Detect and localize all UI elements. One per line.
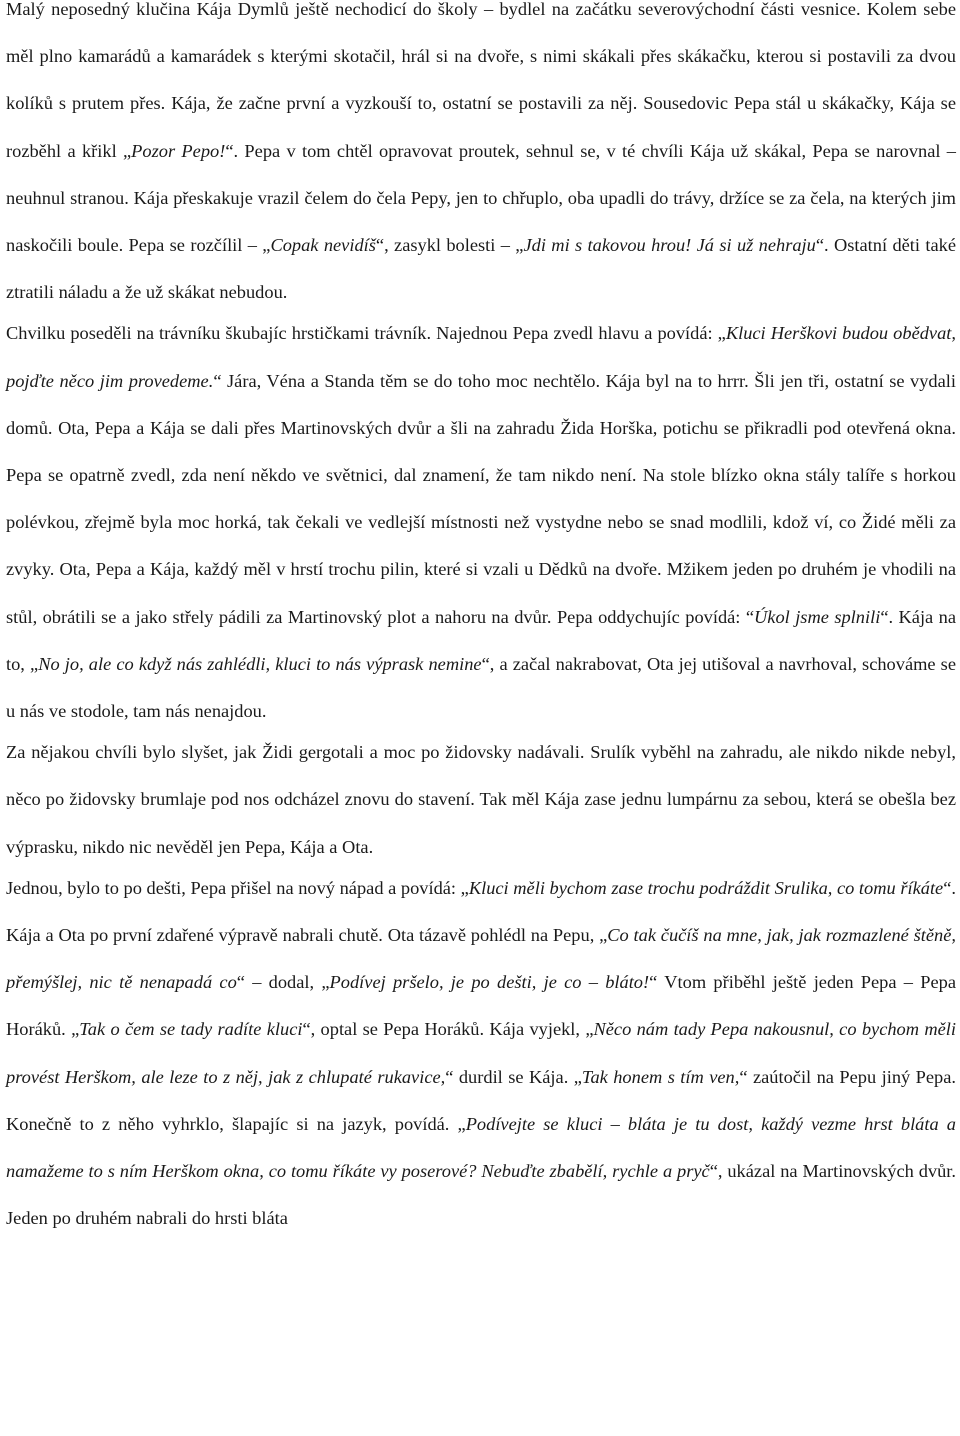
paragraph-3: [6, 729, 956, 871]
italic-quote: Copak nevidíš: [270, 235, 376, 256]
text-segment: Chvilku poseděli na trávníku škubajíc hrstičkami trávník. Najednou Pepa zvedl hlavu a povídá: „: [6, 323, 726, 344]
text-segment: “ Jára, Véna a Standa těm se do toho moc nechtělo. Kája byl na to hrrr. Šli jen tři, ostatní se vydali domů. Ota, Pepa a Kája se dali přes Martinovských dvůr a šli na zahradu Žida Horška, potichu se přikradli pod otevřená okna. Pepa se opatrně zvedl, zda není někdo ve světnici, dal znamení, že tam nikdo není. Na stole blízko okna stály talíře s horkou polévkou, zřejmě byla moc horká, tak čekali ve vedlejší místnosti než vystydne nebo se snad modlili, kdož ví, co Židé měli za zvyky. Ota, Pepa a Kája, každý měl v hrstí trochu pilin, které si vzali u Dědků na dvoře. Mžikem jeden po druhém je vhodili na stůl, obrátili se a jako střely pádili za Martinovský plot a nahoru na dvůr. Pepa oddychujíc povídá: “: [6, 370, 956, 627]
italic-quote: Pozor Pepo!: [131, 140, 226, 161]
text-segment: Malý neposedný klučina Kája Dymlů ještě nechodicí do školy – bydlel na začátku severovýchodní části vesnice. Kolem sebe měl plno kamarádů a kamarádek s kterými skotačil, hrál si na dvoře, s nimi skákali přes skákačku, kterou si postavili za dvou kolíků s prutem přes. Kája, že začne první a vyzkouší to, ostatní se postavili za něj. Sousedovic Pepa stál u skákačky, Kája se rozběhl a křikl „: [6, 0, 956, 161]
text-segment: “ Vtom přiběhl ještě jeden Pepa – Pepa Horáků. „: [6, 972, 956, 1040]
italic-quote: Podívejte se kluci – bláta je tu dost, každý vezme hrst bláta a namažeme to s ním Herškom okna, co tomu říkáte vy poserové? Nebuďte zbabělí, rychle a pryč: [6, 1113, 956, 1182]
text-segment: “ – dodal, „: [236, 972, 330, 993]
italic-quote: Tak honem s tím ven,: [581, 1066, 740, 1087]
italic-quote: Něco nám tady Pepa nakousnul, co bychom měli provést Herškom, ale leze to z něj, jak z chlupaté rukavice,: [6, 1019, 957, 1087]
italic-quote: Kluci Herškovi budou obědvat, pojďte něco jim provedeme.: [6, 323, 956, 391]
text-segment: “, optal se Pepa Horáků. Kája vyjekl, „: [302, 1019, 594, 1040]
paragraph-4: [6, 865, 956, 1243]
text-segment: “ zaútočil na Pepu jiný Pepa. Konečně to z něho vyhrklo, šlapajíc si na jazyk, povídá. „: [6, 1066, 957, 1134]
text-segment: Za nějakou chvíli bylo slyšet, jak Židi gergotali a moc po židovsky nadávali. Srulík vyběhl na zahradu, ale nikdo nikde nebyl, něco po židovsky brumlaje pod nos odcházel znovu do stavení. Tak měl Kája zase jednu lumpárnu za sebou, která se obešla bez výprasku, nikdo nic nevěděl jen Pepa, Kája a Ota.: [6, 742, 956, 857]
text-segment: “, a začal nakrabovat, Ota jej utišoval a navrhoval, schováme se u nás ve stodole, tam nás nenajdou.: [6, 653, 957, 722]
text-segment: “, zasykl bolesti – „: [375, 235, 524, 256]
italic-quote: Kluci měli bychom zase trochu podráždit Srulika, co tomu říkáte: [468, 877, 944, 898]
text-segment: “. Pepa v tom chtěl opravovat proutek, sehnul se, v té chvíli Kája už skákal, Pepa se narovnal – neuhnul stranou. Kája přeskakuje vrazil čelem do čela Pepy, jen to chřuplo, oba upadli do trávy, držíce se za čela, na kterých jim naskočili boule. Pepa se rozčílil – „: [6, 140, 956, 256]
italic-quote: Podívej pršelo, je po dešti, je co – bláto!: [329, 972, 650, 993]
text-segment: “. Ostatní děti také ztratili náladu a že už skákat nebudou.: [6, 235, 956, 303]
italic-quote: Úkol jsme splnili: [754, 606, 881, 627]
text-segment: Jednou, bylo to po dešti, Pepa přišel na nový nápad a povídá: „: [6, 877, 469, 898]
text-segment: “. Kája a Ota po první zdařené výpravě nabrali chutě. Ota tázavě pohlédl na Pepu, „: [6, 877, 956, 946]
italic-quote: Tak o čem se tady radíte kluci: [79, 1019, 303, 1040]
paragraph-1: [6, 0, 956, 316]
document-page: [6, 0, 956, 1242]
paragraph-2: [6, 310, 956, 735]
text-segment: “, ukázal na Martinovských dvůr. Jeden po druhém nabrali do hrsti bláta: [6, 1161, 956, 1229]
italic-quote: Jdi mi s takovou hrou! Já si už nehraju: [523, 235, 816, 256]
italic-quote: No jo, ale co když nás zahlédli, kluci to nás výprask nemine: [38, 653, 482, 674]
text-segment: “ durdil se Kája. „: [445, 1066, 582, 1087]
text-segment: “. Kája na to, „: [6, 606, 956, 674]
italic-quote: Co tak čučíš na mne, jak, jak rozmazlené štěně, přemýšlej, nic tě nenapadá co: [6, 925, 956, 993]
